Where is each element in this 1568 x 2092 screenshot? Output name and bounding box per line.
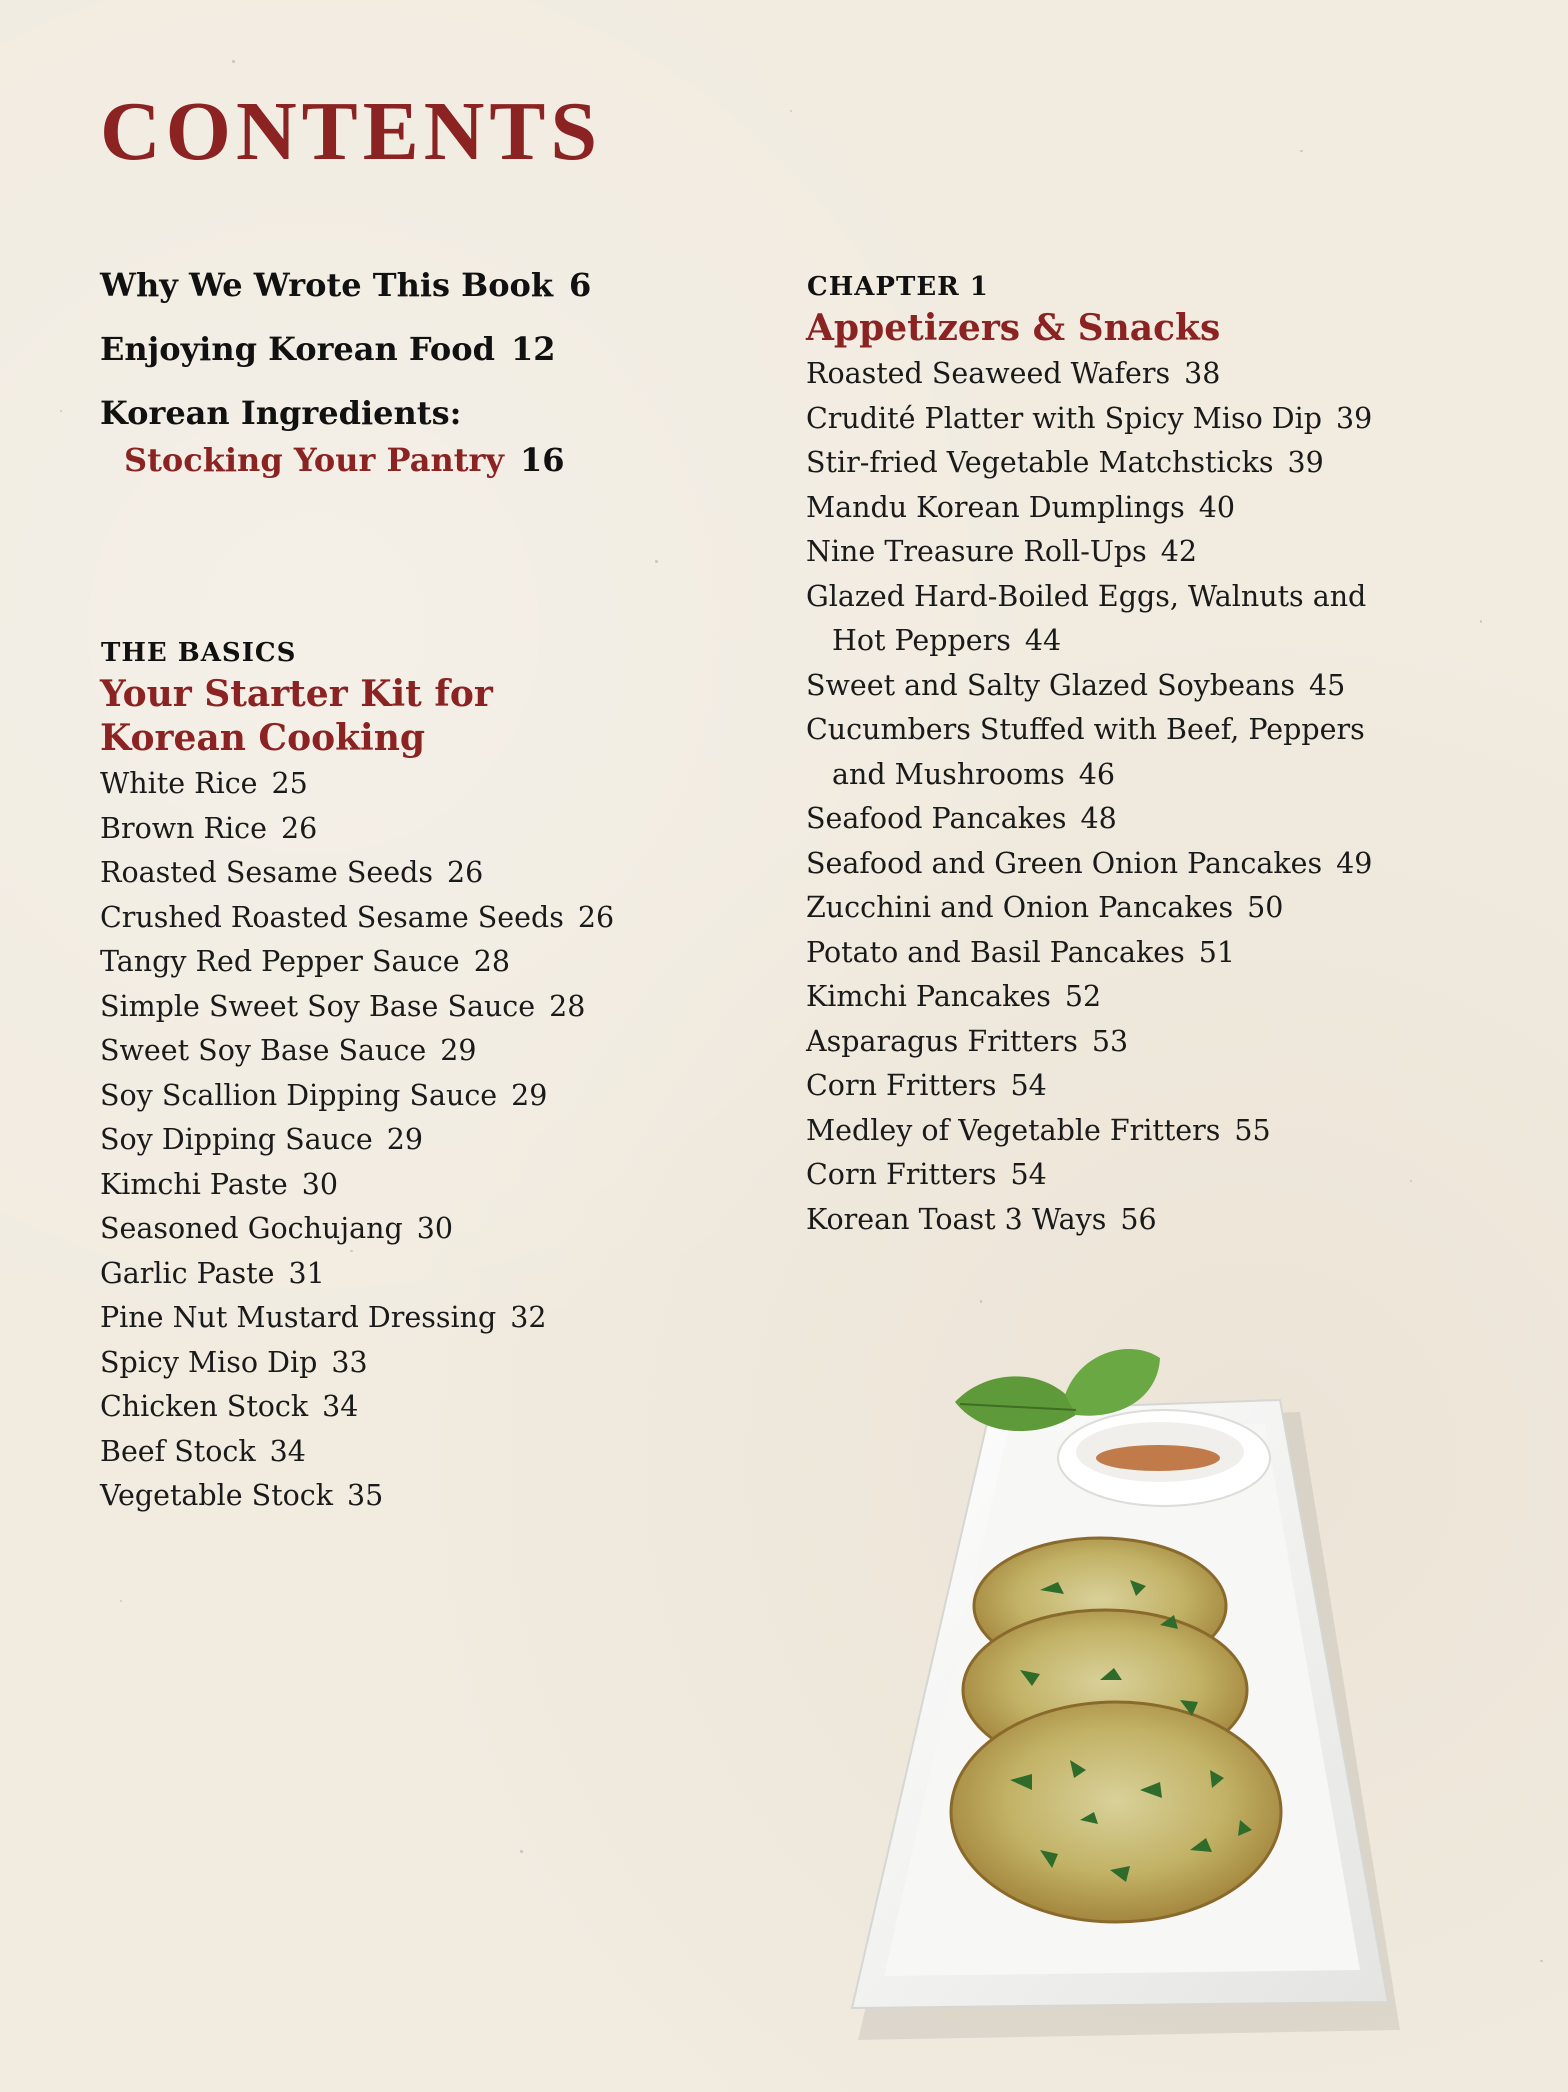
toc-entry-page: 30 — [416, 1212, 453, 1245]
toc-entry-korean-ingredients[interactable] — [100, 394, 461, 432]
toc-entry-label-continued: Stocking Your Pantry — [124, 441, 504, 479]
toc-entry[interactable] — [806, 352, 1372, 397]
toc-entry[interactable] — [806, 931, 1372, 976]
toc-entry[interactable] — [100, 1163, 614, 1208]
toc-entry[interactable] — [100, 851, 614, 896]
paper-speck — [655, 560, 658, 563]
toc-entry-label: Roasted Seaweed Wafers — [806, 357, 1171, 390]
section-title-chapter1: Appetizers & Snacks — [806, 307, 1221, 349]
toc-entry-label: Glazed Hard-Boiled Eggs, Walnuts and — [806, 579, 1367, 613]
paper-speck — [1480, 620, 1482, 623]
toc-entry[interactable] — [100, 1029, 614, 1074]
toc-entry-label-continued: and Mushrooms — [832, 757, 1065, 791]
toc-entry-label: Kimchi Pancakes — [806, 980, 1051, 1013]
toc-entry-label: Nine Treasure Roll-Ups — [806, 535, 1147, 568]
toc-entry-page: 16 — [519, 441, 565, 479]
toc-entry[interactable] — [806, 886, 1372, 931]
toc-entry[interactable] — [100, 1430, 614, 1475]
toc-entry[interactable] — [806, 1020, 1372, 1065]
paper-speck — [232, 60, 235, 63]
paper-speck — [790, 110, 792, 112]
toc-entry-page: 26 — [577, 900, 615, 934]
toc-entry-page: 38 — [1184, 357, 1221, 390]
toc-entry-label: Why We Wrote This Book — [100, 266, 554, 304]
toc-entry[interactable] — [100, 940, 614, 985]
toc-entry[interactable] — [100, 985, 614, 1030]
toc-entry-why-we-wrote[interactable] — [100, 266, 591, 304]
toc-entry-label: White Rice — [100, 767, 258, 800]
toc-entry[interactable] — [806, 397, 1372, 442]
toc-entry-label: Zucchini and Onion Pancakes — [806, 891, 1234, 924]
toc-entry-page: 12 — [510, 330, 556, 368]
toc-entry[interactable] — [806, 1109, 1372, 1154]
toc-entry-label: Corn Fritters — [806, 1158, 997, 1191]
toc-entry[interactable] — [100, 1474, 614, 1519]
paper-speck — [120, 1600, 122, 1602]
toc-entry-label: Garlic Paste — [100, 1256, 275, 1290]
toc-entry-label: Korean Toast 3 Ways — [806, 1202, 1107, 1236]
toc-entry-page: 34 — [322, 1390, 359, 1423]
toc-entry-continuation — [806, 619, 1372, 664]
toc-entry[interactable] — [806, 1198, 1372, 1243]
toc-entry[interactable] — [100, 1074, 614, 1119]
toc-entry[interactable] — [100, 807, 614, 852]
toc-entry[interactable] — [100, 762, 614, 807]
toc-entry-page: 55 — [1234, 1113, 1271, 1147]
toc-entry-page: 29 — [440, 1034, 477, 1067]
section-title-basics-line2: Korean Cooking — [100, 717, 426, 759]
toc-entry-label: Sweet and Salty Glazed Soybeans — [806, 668, 1295, 702]
toc-entry-page: 29 — [386, 1123, 424, 1156]
toc-entry[interactable] — [806, 441, 1372, 486]
toc-entry-label: Soy Scallion Dipping Sauce — [100, 1078, 498, 1112]
toc-entry-label: Simple Sweet Soy Base Sauce — [100, 989, 536, 1023]
section-label-basics: THE BASICS — [101, 638, 297, 668]
paper-speck — [60, 410, 62, 412]
toc-entry-label-continued: Hot Peppers — [832, 624, 1011, 657]
toc-entry-label: Chicken Stock — [100, 1390, 309, 1423]
toc-entry[interactable] — [100, 896, 614, 941]
toc-entry-label: Corn Fritters — [806, 1069, 997, 1102]
toc-entry-label: Cucumbers Stuffed with Beef, Peppers — [806, 713, 1365, 746]
toc-entry-label: Asparagus Fritters — [806, 1024, 1078, 1058]
toc-entry-page: 40 — [1198, 490, 1235, 524]
toc-entry-page: 45 — [1308, 668, 1346, 702]
toc-entry[interactable] — [806, 486, 1372, 531]
toc-entry-label: Seafood Pancakes — [806, 802, 1067, 835]
toc-entry-label: Crudité Platter with Spicy Miso Dip — [806, 401, 1322, 435]
toc-entry-page: 39 — [1336, 401, 1373, 435]
toc-entry-page: 54 — [1010, 1069, 1047, 1102]
toc-entry[interactable] — [100, 1296, 614, 1341]
toc-entry-page: 30 — [301, 1167, 339, 1201]
toc-entry[interactable] — [806, 1064, 1372, 1109]
toc-entry-page: 56 — [1120, 1202, 1157, 1236]
basics-entry-list — [100, 762, 614, 1519]
toc-entry-page: 46 — [1078, 757, 1116, 791]
toc-entry-label: Pine Nut Mustard Dressing — [100, 1301, 497, 1334]
toc-entry-page: 52 — [1064, 980, 1102, 1013]
toc-entry-page: 49 — [1336, 846, 1373, 880]
toc-entry-page: 29 — [511, 1078, 548, 1112]
toc-entry[interactable] — [806, 975, 1372, 1020]
toc-entry-stocking-pantry[interactable] — [124, 441, 564, 479]
toc-entry-page: 51 — [1198, 935, 1236, 969]
toc-entry-page: 48 — [1080, 802, 1117, 835]
paper-speck — [1300, 150, 1303, 152]
toc-entry-page: 6 — [569, 266, 592, 304]
toc-entry-page: 50 — [1247, 891, 1284, 924]
toc-entry-label: Enjoying Korean Food — [100, 330, 495, 368]
toc-entry[interactable] — [100, 1385, 614, 1430]
toc-entry-label: Stir-fried Vegetable Matchsticks — [806, 446, 1274, 479]
toc-entry-page: 54 — [1010, 1158, 1047, 1191]
toc-entry-page: 34 — [269, 1434, 306, 1468]
toc-entry-page: 26 — [280, 811, 318, 845]
toc-entry-label: Tangy Red Pepper Sauce — [100, 945, 460, 978]
paper-speck — [980, 1300, 982, 1303]
toc-entry[interactable] — [100, 1252, 614, 1297]
toc-entry-page: 53 — [1091, 1024, 1129, 1058]
toc-entry-page: 25 — [271, 767, 308, 800]
toc-entry-page: 32 — [510, 1301, 547, 1334]
page-title: CONTENTS — [100, 85, 603, 178]
toc-entry[interactable] — [100, 1341, 614, 1386]
toc-entry-label: Vegetable Stock — [100, 1479, 334, 1512]
toc-entry[interactable] — [100, 1207, 614, 1252]
toc-entry[interactable] — [806, 664, 1372, 709]
section-label-chapter1: CHAPTER 1 — [807, 272, 989, 302]
toc-entry-label: Korean Ingredients: — [100, 394, 462, 432]
toc-entry-label: Mandu Korean Dumplings — [806, 490, 1185, 524]
toc-entry-label: Sweet Soy Base Sauce — [100, 1034, 427, 1067]
toc-entry-page: 42 — [1160, 535, 1197, 568]
paper-speck — [1540, 1960, 1543, 1962]
toc-entry[interactable] — [806, 1153, 1372, 1198]
toc-entry-continuation — [806, 753, 1372, 798]
toc-entry-label: Medley of Vegetable Fritters — [806, 1113, 1221, 1147]
toc-entry-page: 26 — [446, 856, 484, 889]
toc-entry-label: Seafood and Green Onion Pancakes — [806, 846, 1323, 880]
toc-entry-page: 44 — [1024, 624, 1062, 657]
toc-entry-label: Potato and Basil Pancakes — [806, 935, 1185, 969]
toc-entry-page: 33 — [331, 1345, 368, 1379]
toc-entry[interactable] — [806, 575, 1372, 664]
toc-entry-page: 39 — [1287, 446, 1324, 479]
section-title-basics-line1: Your Starter Kit for — [100, 673, 493, 715]
toc-entry-label: Spicy Miso Dip — [100, 1345, 318, 1379]
potato-pancakes-photo — [840, 1340, 1400, 2040]
toc-entry-page: 35 — [347, 1479, 384, 1512]
toc-entry[interactable] — [806, 708, 1372, 797]
paper-speck — [1410, 1180, 1412, 1182]
paper-speck — [520, 1850, 523, 1853]
toc-entry-label: Beef Stock — [100, 1434, 256, 1468]
toc-entry-enjoying-korean-food[interactable] — [100, 330, 555, 368]
toc-entry-page: 28 — [549, 989, 586, 1023]
toc-entry[interactable] — [806, 797, 1372, 842]
toc-entry-page: 31 — [288, 1256, 325, 1290]
chapter1-entry-list — [806, 352, 1372, 1242]
toc-entry-label: Soy Dipping Sauce — [100, 1123, 373, 1156]
toc-entry[interactable] — [806, 530, 1372, 575]
toc-entry-label: Brown Rice — [100, 811, 267, 845]
toc-entry-label: Crushed Roasted Sesame Seeds — [100, 900, 564, 934]
toc-entry-label: Kimchi Paste — [100, 1167, 288, 1201]
toc-entry-page: 28 — [473, 945, 510, 978]
toc-entry-label: Seasoned Gochujang — [100, 1212, 403, 1245]
toc-entry[interactable] — [100, 1118, 614, 1163]
toc-entry[interactable] — [806, 842, 1372, 887]
toc-entry-label: Roasted Sesame Seeds — [100, 856, 433, 889]
